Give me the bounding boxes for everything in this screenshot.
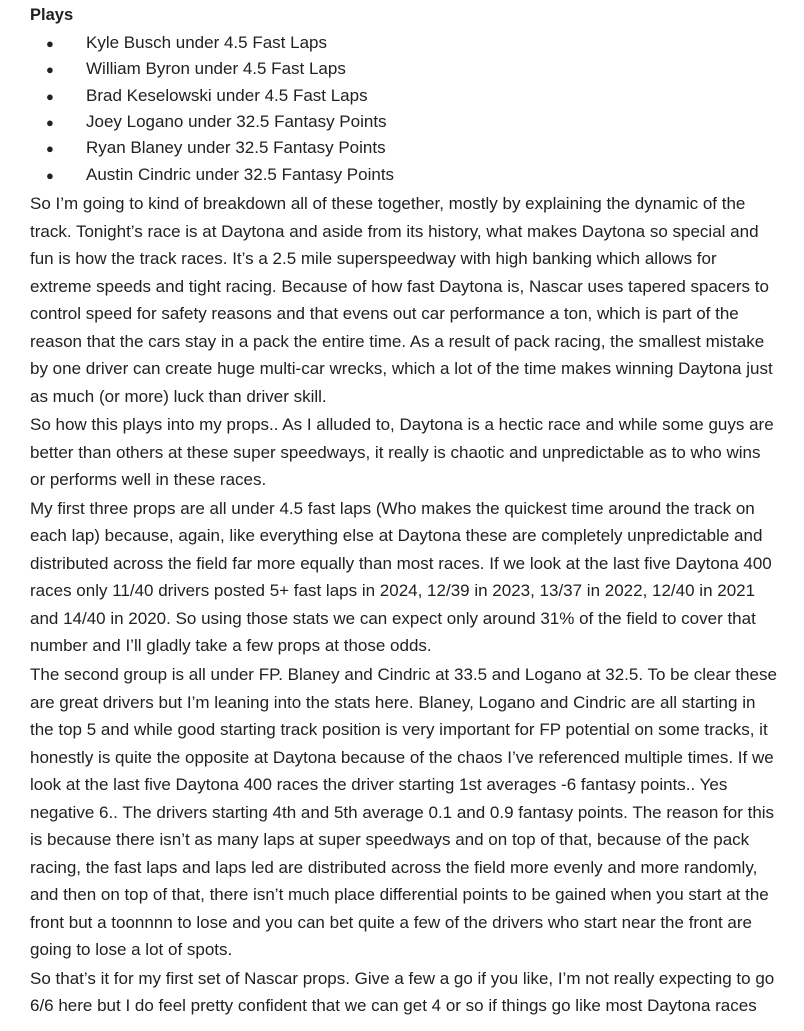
play-label: Kyle Busch under 4.5 Fast Laps	[86, 32, 327, 52]
list-item	[30, 109, 778, 135]
bullet-icon: ●	[46, 35, 54, 51]
body-paragraph: So how this plays into my props.. As I alluded to, Daytona is a hectic race and while some guys are better than others at these super speedways, it really is chaotic and unpredictable as to who wins or performs well in these races.	[30, 415, 774, 490]
plays-list	[30, 30, 778, 188]
play-label: Joey Logano under 32.5 Fantasy Points	[86, 111, 387, 131]
list-item	[30, 135, 778, 161]
body-paragraph: So that’s it for my first set of Nascar props. Give a few a go if you like, I’m not really expecting to go 6/6 here but I do feel pretty confident that we can get 4 or so if things go like most Daytona races	[30, 968, 775, 1016]
page-title: Plays	[30, 6, 74, 24]
play-label: Austin Cindric under 32.5 Fantasy Points	[86, 164, 395, 184]
bullet-icon: ●	[46, 167, 54, 183]
bullet-icon: ●	[46, 114, 54, 130]
list-item	[30, 56, 778, 82]
list-item	[30, 30, 778, 56]
play-label: Brad Keselowski under 4.5 Fast Laps	[86, 85, 368, 105]
body-paragraph: The second group is all under FP. Blaney and Cindric at 33.5 and Logano at 32.5. To be clear these are great drivers but I’m leaning into the stats here. Blaney, Logano and Cindric are all starting in the top 5 and while good starting track position is very important for FP potential on some tracks, it honestly is quite the opposite at Daytona because of the chaos I’ve referenced multiple times. If we look at the last five Daytona 400 races the driver starting 1st averages -6 fantasy points.. Yes negative 6.. The drivers starting 4th and 5th average 0.1 and 0.9 fantasy points. The reason for this is because there isn’t as many laps at super speedways and on top of that, because of the pack racing, the fast laps and laps led are distributed across the field more evenly and more randomly, and then on top of that, there isn’t much place differential points to be gained when you start at the front but a toonnnn to lose and you can bet quite a few of the drivers who start near the front are going to lose a lot of spots.	[30, 665, 777, 960]
list-item	[30, 162, 778, 188]
body-paragraph: My first three props are all under 4.5 fast laps (Who makes the quickest time around the track on each lap) because, again, like everything else at Daytona these are completely unpredictable and distributed across the field far more equally than most races. If we look at the last five Daytona 400 races only 11/40 drivers posted 5+ fast laps in 2024, 12/39 in 2023, 13/37 in 2022, 12/40 in 2021 and 14/40 in 2020. So using those stats we can expect only around 31% of the field to cover that number and I’ll gladly take a few props at those odds.	[30, 498, 772, 656]
bullet-icon: ●	[46, 62, 54, 78]
body-paragraph: So I’m going to kind of breakdown all of these together, mostly by explaining the dynamic of the track. Tonight’s race is at Daytona and aside from its history, what makes Daytona so special and fun is how the track races. It’s a 2.5 mile superspeedway with high banking which allows for extreme speeds and tight racing. Because of how fast Daytona is, Nascar uses tapered spacers to control speed for safety reasons and that evens out car performance a ton, which is part of the reason that the cars stay in a pack the entire time. As a result of pack racing, the smallest mistake by one driver can create huge multi-car wrecks, which a lot of the time makes winning Daytona just as much (or more) luck than driver skill.	[30, 193, 773, 406]
bullet-icon: ●	[46, 88, 54, 104]
play-label: William Byron under 4.5 Fast Laps	[86, 59, 346, 79]
bullet-icon: ●	[46, 141, 54, 157]
list-item	[30, 83, 778, 109]
play-label: Ryan Blaney under 32.5 Fantasy Points	[86, 138, 386, 158]
